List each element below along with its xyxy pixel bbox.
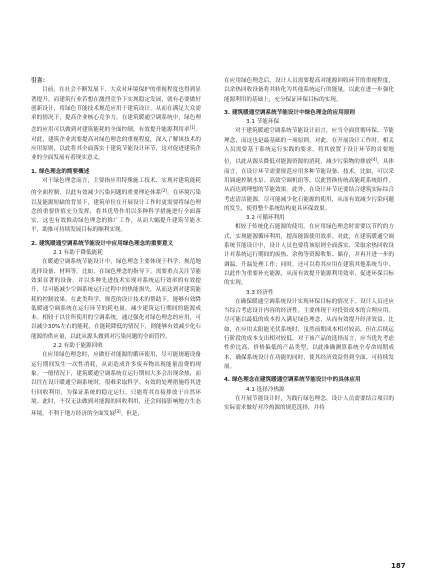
- paragraph-text: 目前，在社会不断发展下，大众对环境保护的重视程度也得到显著提升，而建筑行业若想在激烈竞争下实现稳定发展，就有必要做好创新设计，将绿色节能技术规范应用于建筑设计，从而在满足大众需求的情况下，提高企业核心竞争力。在建筑暖通空调系统中，绿色理念的应用可以做到对建筑能耗的全面控制，有效提升能源利用率: [31, 87, 201, 134]
- body-paragraph: [224, 298, 394, 372]
- body-paragraph: [31, 351, 201, 419]
- section-heading: 2. 建筑暖通空调系统节能设计中应用绿色理念的重要意义: [31, 240, 174, 247]
- citation-marker: [2]: [161, 188, 167, 194]
- subsection-heading: 3.1 节能环保: [246, 119, 280, 126]
- section-heading: 3. 建筑暖通空调系统节能设计中绿色理念的应用原则: [224, 109, 356, 116]
- body-paragraph: [224, 223, 394, 288]
- paragraph-text: 在开展节能设计时，为践行绿色理念，设计人员需要结合项目的实际需求做好对冷热源的规范选择，并持: [224, 395, 394, 412]
- body-paragraph: [31, 86, 201, 163]
- paragraph-text-tail: 。但是，: [120, 411, 143, 418]
- section-heading: 4. 绿色理念在建筑暖通空调系统节能设计中的具体应用: [224, 377, 361, 384]
- body-paragraph: [224, 395, 394, 414]
- citation-marker: [3]: [114, 409, 121, 415]
- paragraph-text-tail: 。在环境污染以及能源短缺的背景下，建筑单位在开展设计工作时更需要将绿色理念的重要价值充分发挥，将其优势作用以多种科学措施进行全面落实，这也有效推动绿色理念的推广工作，从而大幅提升建筑节能水平，助推可持续发展目标的顺利实现。: [31, 190, 201, 234]
- body-paragraph: [31, 177, 201, 236]
- paragraph-text: 在确保暖通空调系统设计实现环保目标的情况下，设计人员还应当综合考虑设计内容的经济性。主要体现于对投资成本的合理应用，尽可能以最低的成本投入满足绿色理念，从而有效提升经济效益。比如，在应用太阳能光伏系统时，虽然前期成本相对较高，但在后续运行阶段的成本支出相对较低。对于该产品的选择而言，应当优先考虑性价比高、价格偏低的产品类型，以此准确测算系统全寿命周期成本，确保系统设计在功能的同时，使其经济效益得到全面、可持续发展。: [224, 298, 394, 370]
- body-paragraph: [224, 77, 394, 105]
- paragraph-text: 对于建筑暖通空调系统节能设计而言，应当全面贯彻环保、节能理念，而这也是最基础的一项原则。对此，在开展设计工作时，相关人员需要基于系统运行实践的要求，将其放置于设计环节的首要地位，以此从源头降低对能源资源的消耗，减少污染物的排放: [224, 128, 394, 166]
- page-number: 187: [391, 562, 406, 570]
- paragraph-text: 对于绿色理念而言，主要指应用特殊施工技术、实现对建筑能耗的全面控制，以此有效减少污染问题的重要理论体系: [31, 177, 201, 197]
- subsection-heading: 2.1 有助于降低能耗: [53, 250, 103, 257]
- section-heading: 1. 绿色理念的简要概述: [31, 168, 90, 175]
- citation-marker: [1]: [189, 125, 196, 131]
- subsection-heading: 3.2 可循环利用: [246, 215, 285, 222]
- paragraph-text: 在暖通空调系统节能设计中，绿色理念主要体现于科学、规范地选择设备、材料等。比如，在绿色理念的指导下，需要重点关注节能效果显著的设备，并以多种先进技术实现对系统运行效率的有效提升，尽可能减少空调系统运行过程中的热能损失，从而达到对建筑能耗的控制效果。在此类科学、规范的设计技术的帮助下，能够有效降低暖通空调系统在运行环节的耗电量，减少建筑运行期间的能源成本。相较于以往所使用的空调系统，通过强化对绿色理念的应用，可以减少30%左右的能耗，在能耗降低的情况下，则能够有效减少化石能源的供应量，以此从源头做到对污染问题的全面管控。: [31, 259, 201, 340]
- subsection-heading: 2.2 有助于能源回收: [53, 343, 103, 350]
- right-column: [224, 77, 394, 413]
- body-paragraph: [224, 127, 394, 214]
- body-paragraph: [31, 258, 201, 342]
- paragraph-text-tail: 。具体而言，在设计环节需要规范应用多种节能设备、技术。比如，可以采用调速控制水泵、高效空调机组等，以此替换传统高能耗系统组件，从而达到理想的节能效果。此外，在设计环节还要结合建筑实际综合考虑清洁能源，尽可能减少化石能源的使用，从而有效减少污染问题的发生，使得整个系统结构更具环保效果。: [224, 159, 394, 212]
- left-column: [31, 77, 201, 419]
- paragraph-text: 在应用绿色理念时，应做好对能源的循环使用，尽可能规避设备运行期间发生一次性消耗，从而造成许多废弃物出现能量浪费的现象。一般情况下，建筑暖通空调系统在运行期间大多会出现余热，而以往在设计暖通空调系统时，很难采取科学、有效的处理措施将其进行回收利用，为保证系统的稳定运行，只能将其直接排放于自然环境。此时，不仅无法做到对能源的回收利用，还会间接影响地方生态环境。不利于地方经济的全面发展: [31, 352, 201, 418]
- citation-marker: [4]: [371, 157, 377, 163]
- paragraph-text: 在应用绿色理念后，设计人员需要提高对能源回收环节的重视程度，以余热回收设备将其转化为其他系统运行的能量，以此在进一步强化能源利用的基础上，充分保证环保目标的实现。: [224, 78, 394, 103]
- paragraph-text: 相较于传统化石能源的使用，在应用绿色理念时需要以节约的方式，实现能源循环利用，提高能源使用效率。对此，在建筑暖通空调系统节能设计中，设计人员也要将该原则全面落实，采取余热回收设计对系统运行期间的废热、余热等资源收集、储存，并再开进一步的调温、升温处理工作；同时，还可以将其应用在建筑其他系统当中，以此作为重要补充能源，从而有效提升能源利用效率，促进环保目标的实现。: [224, 224, 394, 287]
- subsection-heading: 3.3 经济性: [246, 289, 274, 296]
- paragraph-text-tail: 。对此，建筑企业需要提高对绿色理念的重视程度，深入了解该技术的应用原则，以此将其全面落实于建筑节能设计环节，这对促进建筑企业的全面发展有着现实意义。: [31, 127, 201, 162]
- intro-heading: 引言：: [31, 78, 49, 84]
- subsection-heading: 4.1 选择冷热源: [246, 386, 285, 393]
